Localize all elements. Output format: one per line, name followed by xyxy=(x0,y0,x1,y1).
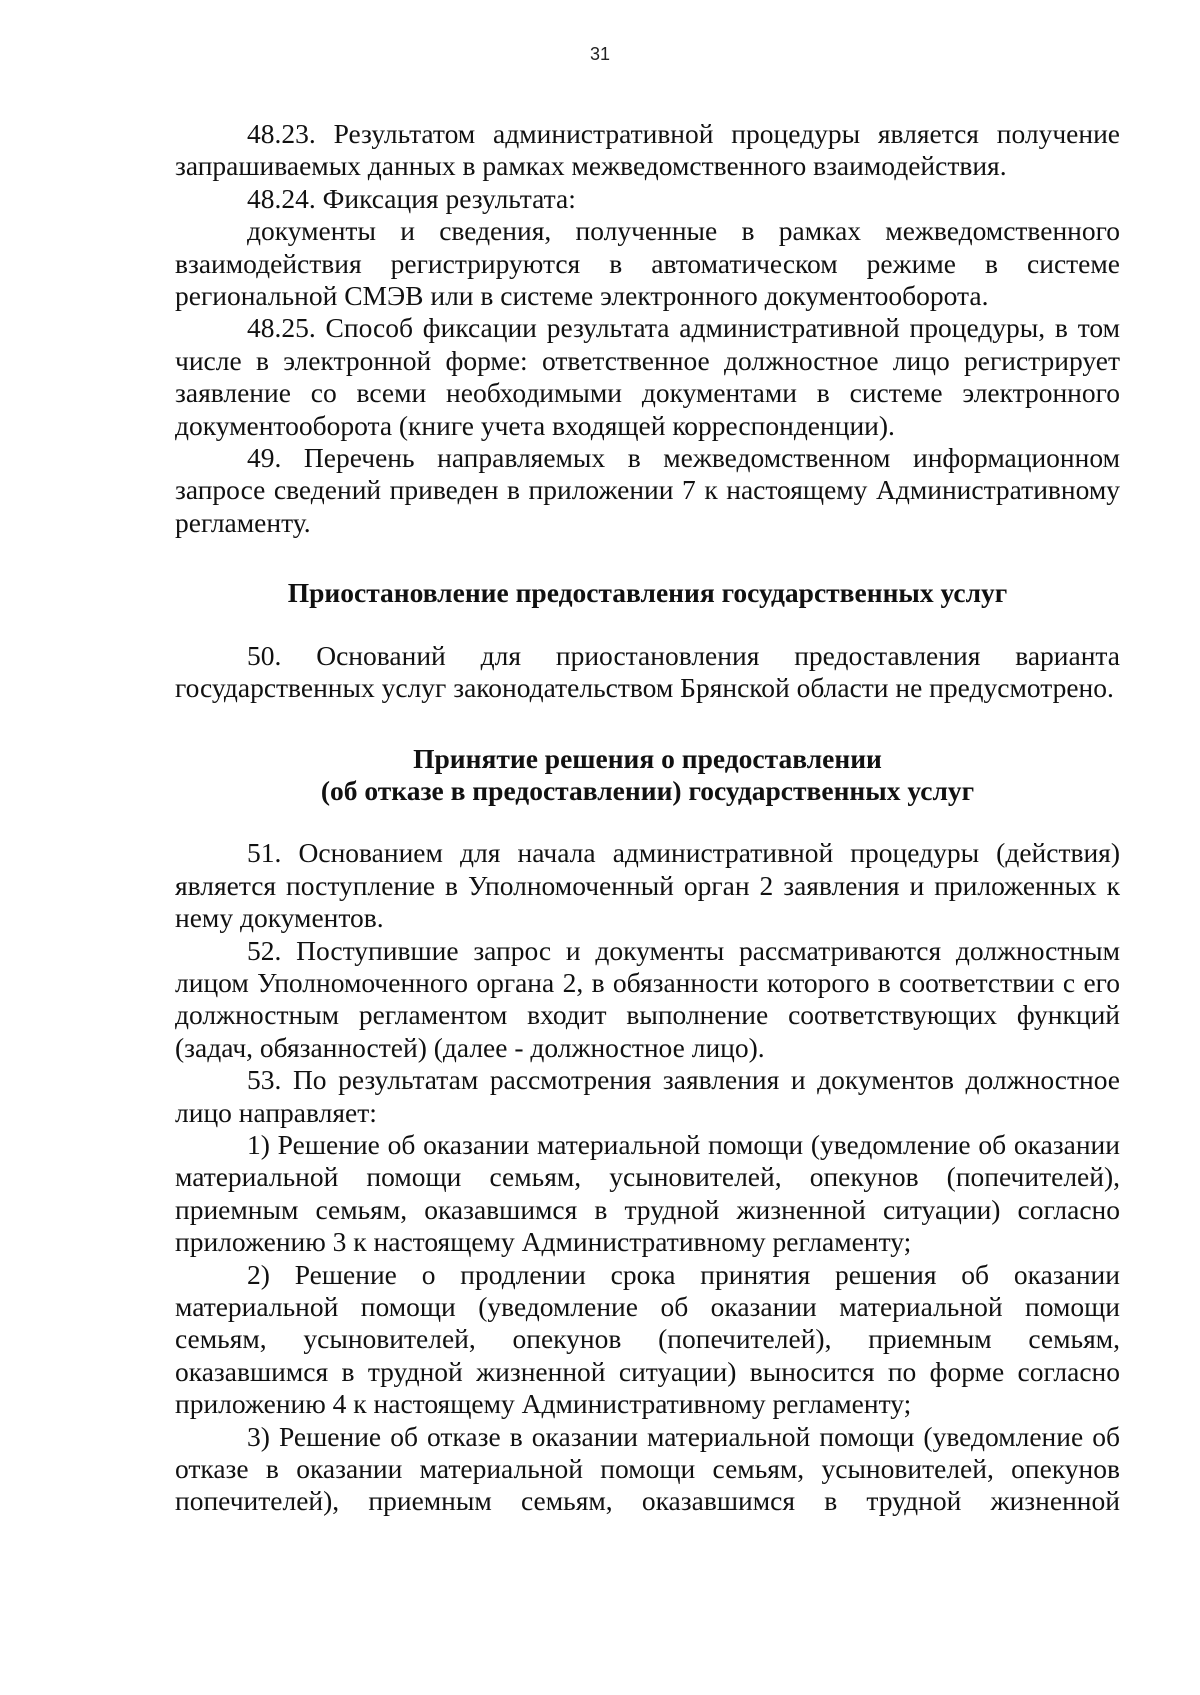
paragraph-49: 49. Перечень направляемых в межведомственном информационном запросе сведений приведен в приложении 7 к настоящему Административному регламенту. xyxy=(175,442,1120,538)
list-item-3: 3) Решение об отказе в оказании материальной помощи (уведомление об отказе в оказании материальной помощи семьям, усыновителей, опекунов попечителей), приемным семьям, оказавшимся в трудной жизненной xyxy=(175,1420,1120,1517)
paragraph-51: 51. Основанием для начала административной процедуры (действия) является поступление в Уполномоченный орган 2 заявления и приложенных к нему документов. xyxy=(175,837,1120,934)
section-heading-decision-line-1: Принятие решения о предоставлении xyxy=(413,742,882,774)
paragraph-52: 52. Поступившие запрос и документы рассматриваются должностным лицом Уполномоченного органа 2, в обязанности которого в соответствии с его должностным регламентом входит выполнение соответствующих функций (задач, обязанностей) (далее - должностное лицо). xyxy=(175,934,1120,1063)
section-heading-suspension: Приостановление предоставления государственных услуг xyxy=(287,577,1008,609)
list-item-2: 2) Решение о продлении срока принятия решения об оказании материальной помощи (уведомление об оказании материальной помощи семьям, усыновителей, опекунов (попечителей), приемным семьям, оказавшимся в трудной жизненной ситуации) выносится по форме согласно приложению 4 к настоящему Административному регламенту; xyxy=(175,1258,1120,1420)
paragraph-53: 53. По результатам рассмотрения заявления и документов должностное лицо направляет: xyxy=(175,1064,1120,1128)
section-heading-decision-line-2: (об отказе в предоставлении) государственных услуг xyxy=(320,774,975,806)
document-body xyxy=(175,118,1120,1518)
paragraph-48-25: 48.25. Способ фиксации результата административной процедуры, в том числе в электронной форме: ответственное должностное лицо регистрирует заявление со всеми необходимыми документами в системе электронного документооборота (книге учета входящей корреспонденции). xyxy=(175,312,1120,441)
paragraph-48-23: 48.23. Результатом административной процедуры является получение запрашиваемых данных в рамках межведомственного взаимодействия. xyxy=(175,118,1120,182)
page-number: 31 xyxy=(589,44,611,64)
section-heading-decision xyxy=(175,743,1120,808)
paragraph-50: 50. Оснований для приостановления предоставления варианта государственных услуг законодательством Брянской области не предусмотрено. xyxy=(175,639,1120,704)
paragraph-48-24: 48.24. Фиксация результата: xyxy=(247,182,576,214)
paragraph-48-24-text: документы и сведения, полученные в рамках межведомственного взаимодействия регистрируются в автоматическом режиме в системе региональной СМЭВ или в системе электронного документооборота. xyxy=(175,215,1120,312)
list-item-1: 1) Решение об оказании материальной помощи (уведомление об оказании материальной помощи семьям, усыновителей, опекунов (попечителей), приемным семьям, оказавшимся в трудной жизненной ситуации) согласно приложению 3 к настоящему Административному регламенту; xyxy=(175,1128,1120,1258)
